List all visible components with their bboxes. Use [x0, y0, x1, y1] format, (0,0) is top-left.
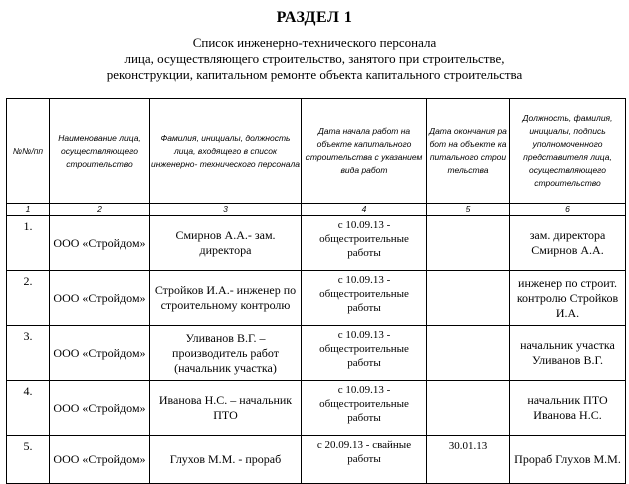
person-cell: Глухов М.М. - прораб — [150, 436, 302, 484]
start-date-cell: с 20.09.13 - свайные работы — [302, 436, 427, 484]
start-date-cell: с 10.09.13 - общестроительные работы — [302, 381, 427, 436]
column-number-row — [7, 204, 626, 216]
organization-cell: ООО «Стройдом» — [50, 216, 150, 271]
representative-cell: инженер по строит. контролю Стройков И.А. — [510, 271, 626, 326]
organization-cell: ООО «Стройдом» — [50, 381, 150, 436]
column-number: 6 — [510, 204, 626, 216]
document-subtitle — [0, 35, 629, 83]
start-date-cell: с 10.09.13 - общестроительные работы — [302, 271, 427, 326]
row-number: 1. — [7, 216, 50, 271]
organization-cell: ООО «Стройдом» — [50, 326, 150, 381]
header-cell-organization: Наименование лица, осуществляющего строительство — [50, 99, 150, 204]
column-number: 1 — [7, 204, 50, 216]
row-number: 2. — [7, 271, 50, 326]
header-cell-number: №№/пп — [7, 99, 50, 204]
header-cell-start-date: Дата начала работ на объекте капитального строительства с указанием вида работ — [302, 99, 427, 204]
end-date-cell — [427, 326, 510, 381]
row-number: 5. — [7, 436, 50, 484]
table-header-row — [7, 99, 626, 204]
table-row — [7, 436, 626, 484]
representative-cell: зам. директора Смирнов А.А. — [510, 216, 626, 271]
table-row — [7, 326, 626, 381]
person-cell: Иванова Н.С. – начальник ПТО — [150, 381, 302, 436]
end-date-cell — [427, 216, 510, 271]
table-row — [7, 216, 626, 271]
personnel-table — [6, 98, 626, 484]
end-date-cell: 30.01.13 — [427, 436, 510, 484]
end-date-cell — [427, 381, 510, 436]
subtitle-line: реконструкции, капитальном ремонте объекта капитального строительства — [106, 67, 523, 82]
column-number: 2 — [50, 204, 150, 216]
end-date-cell — [427, 271, 510, 326]
header-cell-person: Фамилия, инициалы, должность лица, входящего в список инженерно- технического персонала — [150, 99, 302, 204]
representative-cell: начальник ПТО Иванова Н.С. — [510, 381, 626, 436]
table-row — [7, 271, 626, 326]
column-number: 4 — [302, 204, 427, 216]
table-row — [7, 381, 626, 436]
person-cell: Уливанов В.Г. – производитель работ (начальник участка) — [150, 326, 302, 381]
organization-cell: ООО «Стройдом» — [50, 271, 150, 326]
start-date-cell: с 10.09.13 - общестроительные работы — [302, 216, 427, 271]
header-cell-end-date: Дата окончания работ на объекте капитального строительства — [427, 99, 510, 204]
representative-cell: Прораб Глухов М.М. — [510, 436, 626, 484]
column-number: 3 — [150, 204, 302, 216]
column-number: 5 — [427, 204, 510, 216]
representative-cell: начальник участка Уливанов В.Г. — [510, 326, 626, 381]
header-cell-representative: Должность, фамилия, инициалы, подпись уполномоченного представителя лица, осуществляющего строительство — [510, 99, 626, 204]
section-title: РАЗДЕЛ 1 — [276, 9, 353, 26]
subtitle-line: лица, осуществляющего строительство, занятого при строительстве, — [124, 51, 505, 66]
row-number: 4. — [7, 381, 50, 436]
subtitle-line: Список инженерно-технического персонала — [192, 35, 437, 50]
person-cell: Смирнов А.А.- зам. директора — [150, 216, 302, 271]
person-cell: Стройков И.А.- инженер по строительному контролю — [150, 271, 302, 326]
organization-cell: ООО «Стройдом» — [50, 436, 150, 484]
start-date-cell: с 10.09.13 - общестроительные работы — [302, 326, 427, 381]
row-number: 3. — [7, 326, 50, 381]
